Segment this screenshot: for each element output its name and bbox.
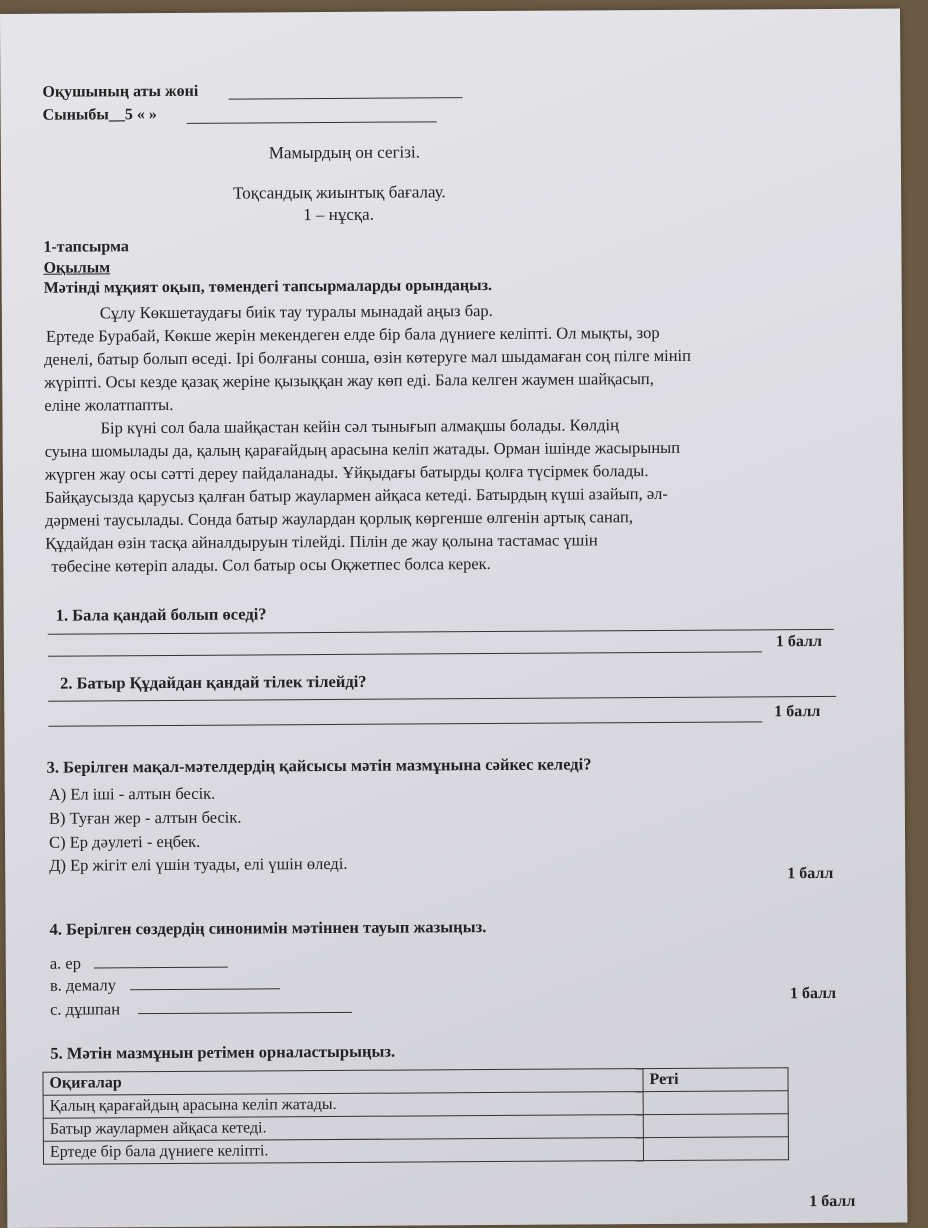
student-name-label: Оқушының аты жөні bbox=[42, 82, 199, 101]
score-q2: 1 балл bbox=[774, 703, 821, 721]
text-line: Құдайдан өзін тасқа айналдыруын тілейді. Пілін де жау қолына тастамас үшін bbox=[45, 530, 598, 553]
text-line: Байқаусызда қарусыз қалған батыр жаулармен айқаса кетеді. Батырдың күші азайып, әл- bbox=[44, 483, 668, 507]
synonym-field-b[interactable] bbox=[130, 988, 280, 990]
text-line: Сұлу Көкшетаудағы биік тау туралы мынадай аңыз бар. bbox=[99, 300, 493, 323]
answer-line-2a[interactable] bbox=[48, 696, 836, 702]
question-3: 3. Берілген мақал-мәтелдердің қайсысы мәтін мазмұнына сәйкес келеді? bbox=[46, 754, 592, 777]
variant-label: 1 – нұсқа. bbox=[303, 204, 374, 225]
date-line: Мамырдың он сегізі. bbox=[268, 142, 420, 163]
answer-line-1a[interactable] bbox=[48, 629, 834, 635]
text-line: Ертеде Бурабай, Көкше жерін мекендеген елде бір бала дүниеге келіпті. Ол мықты, зор bbox=[45, 322, 660, 346]
answer-line-2b[interactable] bbox=[48, 721, 762, 726]
event-cell: Қалың қарағайдың арасына келіп жатады. bbox=[43, 1092, 643, 1119]
option-a: А) Ел іші - алтын бесік. bbox=[48, 783, 216, 804]
order-cell[interactable] bbox=[643, 1137, 788, 1161]
text-line: денелі, батыр болып өседі. Ірі болғаны сонша, өзін көтеруге мал шыдамаған соң пілге мініп bbox=[44, 345, 691, 369]
score-q5: 1 балл bbox=[809, 1192, 856, 1211]
text-line: дәрмені таусылады. Сонда батыр жаулардан қорлық көргенше өлгенін артық санап, bbox=[45, 507, 633, 530]
synonym-field-c[interactable] bbox=[138, 1012, 352, 1014]
task-number: 1-тапсырма bbox=[43, 238, 129, 256]
event-cell: Ертеде бір бала дүниеге келіпті. bbox=[43, 1138, 643, 1165]
text-line: суына шомылады да, қалың қарағайдың арасына келіп жатады. Орман ішінде жасырынып bbox=[44, 437, 681, 461]
class-label: Сыныбы__5 « » bbox=[42, 106, 157, 124]
order-cell[interactable] bbox=[643, 1091, 788, 1115]
question-4: 4. Берілген сөздердің синонимін мәтіннен тауып жазыңыз. bbox=[49, 917, 487, 939]
column-header-events: Оқиғалар bbox=[43, 1069, 643, 1096]
answer-line-1b[interactable] bbox=[48, 651, 762, 656]
question-5: 5. Мәтін мазмұнын ретімен орналастырыңыз. bbox=[50, 1041, 396, 1063]
synonym-item-c: с. дұшпан bbox=[50, 999, 121, 1019]
order-cell[interactable] bbox=[643, 1114, 788, 1138]
event-cell: Батыр жаулармен айқаса кетеді. bbox=[43, 1115, 643, 1142]
class-field[interactable] bbox=[187, 121, 437, 124]
assessment-title: Тоқсандық жиынтық бағалау. bbox=[233, 182, 446, 203]
question-2: 2. Батыр Құдайдан қандай тілек тілейді? bbox=[60, 671, 367, 693]
text-line: Бір күні сол бала шайқастан кейін сәл тынығып алмақшы болады. Көлдің bbox=[100, 415, 619, 438]
question-1: 1. Бала қандай болып өседі? bbox=[55, 604, 267, 625]
synonym-item-b: в. демалу bbox=[49, 975, 117, 995]
option-d: Д) Ер жігіт елі үшін туады, елі үшін өледі. bbox=[49, 853, 348, 875]
student-name-field[interactable] bbox=[229, 97, 463, 99]
worksheet-page bbox=[0, 9, 907, 1228]
score-q1: 1 балл bbox=[775, 632, 822, 651]
task-instruction: Мәтінді мұқият оқып, төмендегі тапсырмаларды орындаңыз. bbox=[43, 276, 493, 297]
text-line: жүрген жау осы сәтті дереу пайдаланады. Ұйқыдағы батырды қолға түсірмек болады. bbox=[44, 461, 649, 484]
text-line: еліне жолатпапты. bbox=[44, 394, 174, 415]
text-line: төбесіне көтеріп алады. Сол батыр осы Оқжетпес болса керек. bbox=[51, 554, 491, 576]
ordering-table bbox=[42, 1067, 789, 1165]
option-c: С) Ер дәулеті - еңбек. bbox=[49, 831, 201, 852]
synonym-item-a: а. ер bbox=[49, 953, 82, 973]
column-header-order: Реті bbox=[643, 1068, 788, 1092]
section-title: Оқылым bbox=[43, 259, 111, 277]
table-row bbox=[43, 1137, 788, 1165]
synonym-field-a[interactable] bbox=[94, 967, 228, 969]
score-q3: 1 балл bbox=[787, 864, 834, 883]
option-b: В) Туған жер - алтын бесік. bbox=[48, 807, 242, 828]
score-q4: 1 балл bbox=[789, 984, 837, 1003]
text-line: жүріпті. Осы кезде қазақ жеріне қызыққан жау көп еді. Бала келген жаумен шайқасып, bbox=[44, 369, 654, 392]
